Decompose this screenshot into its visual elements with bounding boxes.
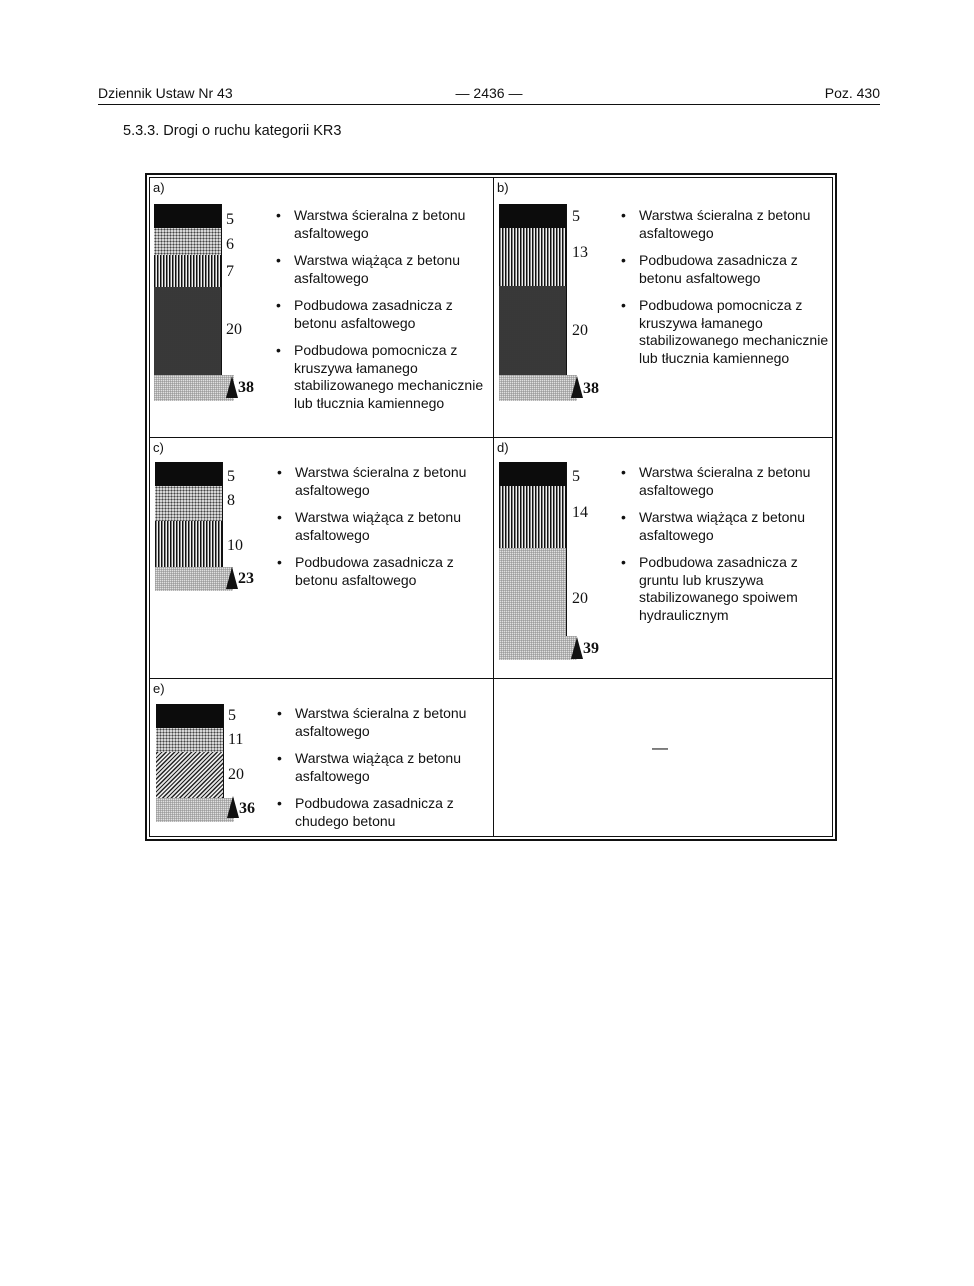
variant-cell-b — [494, 178, 835, 437]
layer-descriptions — [275, 705, 487, 840]
layer-thickness: 7 — [226, 263, 234, 280]
description-item: • Warstwa wiążąca z betonu asfaltowego — [277, 509, 461, 543]
description-text: Warstwa wiążąca z betonu asfaltowego — [295, 509, 461, 543]
variant-label: c) — [153, 440, 164, 455]
layer-stabilized-base — [499, 548, 567, 636]
layer-subbase — [154, 287, 222, 375]
description-text: Warstwa ścieralna z betonu asfaltowego — [639, 464, 811, 498]
total-thickness: 38 — [238, 379, 254, 396]
layer-thickness: 20 — [226, 321, 242, 338]
total-thickness: 38 — [583, 380, 599, 397]
variant-cell-a — [150, 178, 493, 437]
layer-thickness: 10 — [227, 537, 243, 554]
layer-binder — [154, 228, 222, 255]
empty-cell — [494, 679, 835, 839]
depth-marker-icon — [226, 567, 238, 589]
description-item: • Warstwa ścieralna z betonu asfaltowego — [621, 464, 811, 498]
description-item: • Warstwa wiążąca z betonu asfaltowego — [277, 750, 461, 784]
total-thickness: 23 — [238, 570, 254, 587]
pavement-table — [145, 173, 837, 841]
description-item: • Podbudowa zasadnicza z betonu asfaltowego — [277, 554, 454, 588]
description-item: • Warstwa ścieralna z betonu asfaltowego — [276, 207, 466, 241]
description-item: • Warstwa ścieralna z betonu asfaltowego — [621, 207, 811, 241]
layer-thickness: 11 — [228, 731, 244, 748]
page-number: — 2436 — — [455, 85, 523, 101]
layer-thickness: 5 — [226, 211, 234, 228]
description-text: Warstwa wiążąca z betonu asfaltowego — [294, 252, 460, 286]
section-title: 5.3.3. Drogi o ruchu kategorii KR3 — [123, 123, 342, 139]
layer-wearing — [155, 462, 223, 486]
layer-subgrade — [155, 567, 233, 591]
layer-base — [499, 486, 567, 548]
page-header — [98, 85, 880, 105]
description-item: • Warstwa ścieralna z betonu asfaltowego — [277, 705, 467, 739]
description-item: • Podbudowa zasadnicza z betonu asfaltowego — [276, 297, 453, 331]
variant-label: d) — [497, 440, 509, 455]
empty-dash: — — [652, 740, 668, 757]
layer-subgrade — [499, 636, 577, 660]
layer-thickness: 20 — [228, 766, 244, 783]
layer-binder — [155, 486, 223, 521]
layer-thickness: 5 — [572, 208, 580, 225]
variant-label: e) — [153, 681, 165, 696]
description-item: • Podbudowa pomocnicza z kruszywa łamanego stabilizowanego mechanicznie lub tłucznia kamiennego — [276, 342, 484, 411]
description-text: Warstwa ścieralna z betonu asfaltowego — [295, 464, 467, 498]
layer-subgrade — [154, 375, 234, 401]
layer-base — [499, 228, 567, 286]
depth-marker-icon — [571, 637, 583, 659]
layer-thickness: 20 — [572, 322, 588, 339]
description-text: Warstwa wiążąca z betonu asfaltowego — [639, 509, 805, 543]
description-text: Podbudowa zasadnicza z gruntu lub kruszywa stabilizowanego spoiwem hydraulicznym — [639, 554, 798, 623]
journal-title: Dziennik Ustaw Nr 43 — [98, 85, 233, 101]
layer-thickness: 20 — [572, 590, 588, 607]
layer-descriptions — [275, 464, 487, 599]
description-item: • Podbudowa zasadnicza z chudego betonu — [277, 795, 454, 829]
layer-wearing — [156, 704, 224, 728]
layer-subgrade — [499, 375, 577, 401]
total-thickness: 39 — [583, 640, 599, 657]
variant-cell-e — [150, 679, 493, 839]
description-text: Podbudowa zasadnicza z betonu asfaltowego — [294, 297, 453, 331]
description-item: • Warstwa wiążąca z betonu asfaltowego — [276, 252, 460, 286]
layer-descriptions — [619, 207, 831, 377]
total-thickness: 36 — [239, 800, 255, 817]
variant-cell-c — [150, 438, 493, 678]
description-item: • Podbudowa zasadnicza z gruntu lub kruszywa stabilizowanego spoiwem hydraulicznym — [621, 554, 798, 623]
description-text: Podbudowa pomocnicza z kruszywa łamanego stabilizowanego mechanicznie lub tłucznia kamiennego — [639, 297, 829, 366]
description-text: Podbudowa zasadnicza z betonu asfaltowego — [639, 252, 798, 286]
layer-wearing — [499, 204, 567, 228]
layer-thickness: 5 — [227, 468, 235, 485]
table-inner-border — [149, 177, 833, 837]
layer-descriptions — [274, 207, 486, 422]
layer-wearing — [499, 462, 567, 486]
description-item: • Warstwa wiążąca z betonu asfaltowego — [621, 509, 805, 543]
description-item: • Warstwa ścieralna z betonu asfaltowego — [277, 464, 467, 498]
layer-subgrade — [156, 798, 234, 822]
layer-thickness: 8 — [227, 492, 235, 509]
description-text: Podbudowa zasadnicza z chudego betonu — [295, 795, 454, 829]
layer-base — [155, 521, 223, 567]
layer-subbase — [499, 286, 567, 375]
layer-thickness: 13 — [572, 244, 588, 261]
description-text: Warstwa ścieralna z betonu asfaltowego — [295, 705, 467, 739]
depth-marker-icon — [226, 376, 238, 398]
description-item: • Podbudowa pomocnicza z kruszywa łamanego stabilizowanego mechanicznie lub tłucznia kamiennego — [621, 297, 829, 366]
depth-marker-icon — [571, 376, 583, 398]
description-text: Podbudowa pomocnicza z kruszywa łamanego stabilizowanego mechanicznie lub tłucznia kamiennego — [294, 342, 484, 411]
layer-binder — [156, 728, 224, 752]
description-text: Podbudowa zasadnicza z betonu asfaltowego — [295, 554, 454, 588]
layer-wearing — [154, 204, 222, 228]
description-item: • Podbudowa zasadnicza z betonu asfaltowego — [621, 252, 798, 286]
layer-thickness: 5 — [572, 468, 580, 485]
description-text: Warstwa ścieralna z betonu asfaltowego — [639, 207, 811, 241]
variant-label: a) — [153, 180, 165, 195]
variant-label: b) — [497, 180, 509, 195]
header-rule — [98, 104, 880, 105]
position-number: Poz. 430 — [824, 85, 880, 101]
depth-marker-icon — [227, 796, 239, 818]
layer-base — [154, 255, 222, 287]
layer-thickness: 14 — [572, 504, 588, 521]
layer-thickness: 5 — [228, 707, 236, 724]
description-text: Warstwa ścieralna z betonu asfaltowego — [294, 207, 466, 241]
layer-lean-concrete — [156, 752, 224, 798]
layer-descriptions — [619, 464, 831, 634]
description-text: Warstwa wiążąca z betonu asfaltowego — [295, 750, 461, 784]
layer-thickness: 6 — [226, 236, 234, 253]
variant-cell-d — [494, 438, 835, 678]
